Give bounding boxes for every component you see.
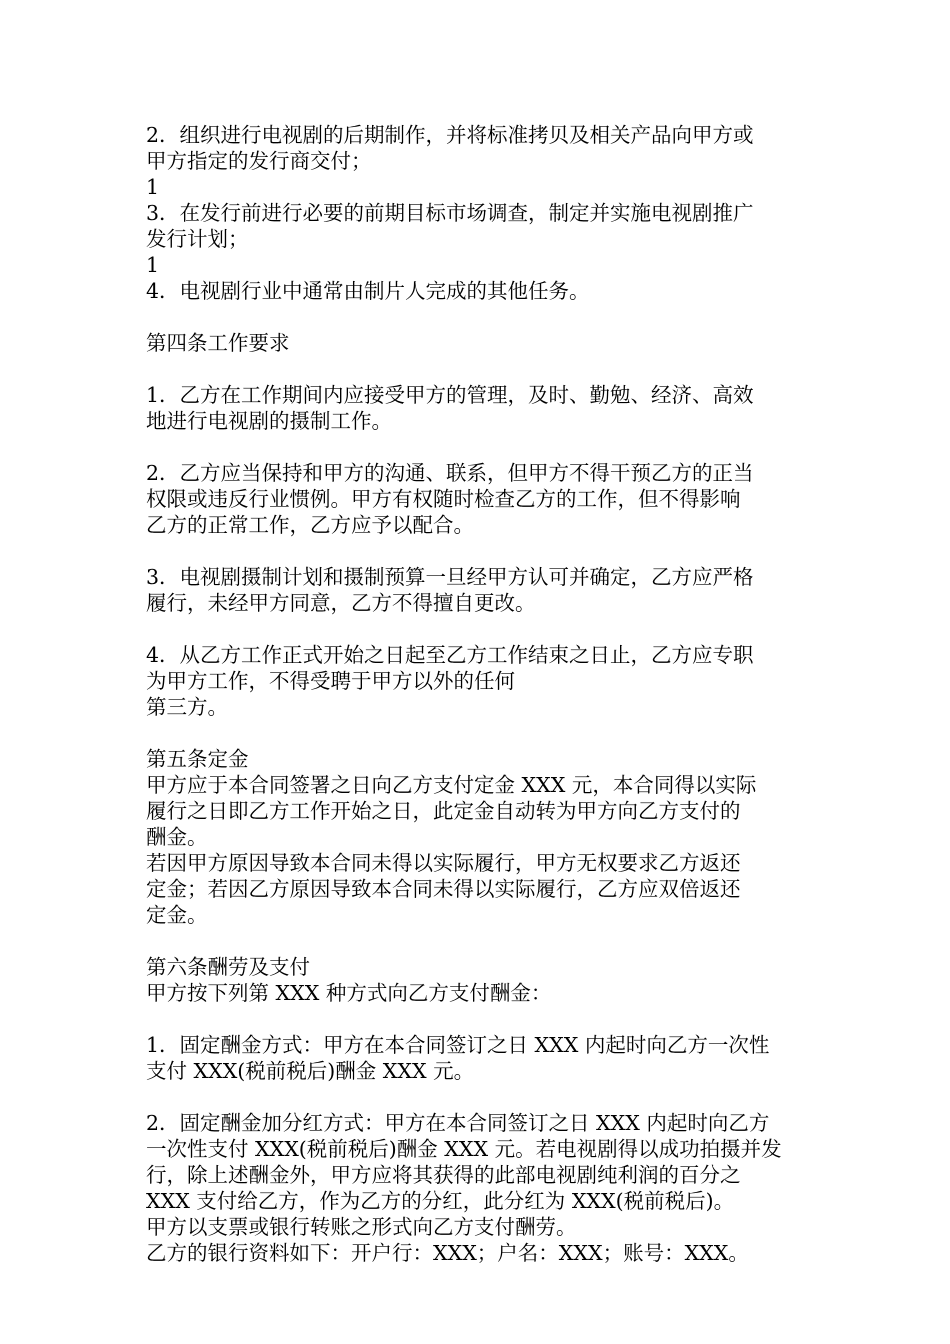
text-line: 甲方应于本合同签署之日向乙方支付定金 XXX 元，本合同得以实际 xyxy=(146,773,757,797)
text-line: 3．电视剧摄制计划和摄制预算一旦经甲方认可并确定，乙方应严格 xyxy=(146,565,754,589)
blank-line xyxy=(146,434,816,460)
blank-line xyxy=(146,928,816,954)
blank-line xyxy=(146,304,816,330)
text-line: 酬金。 xyxy=(146,825,208,849)
text-line: 发行计划； xyxy=(146,227,249,251)
text-line: 履行之日即乙方工作开始之日，此定金自动转为甲方向乙方支付的 xyxy=(146,799,741,823)
text-line: 1．固定酬金方式：甲方在本合同签订之日 XXX 内起时向乙方一次性 xyxy=(146,1033,770,1057)
text-line: 权限或违反行业惯例。甲方有权随时检查乙方的工作，但不得影响 xyxy=(146,487,741,511)
text-line: 2．乙方应当保持和甲方的沟通、联系，但甲方不得干预乙方的正当 xyxy=(146,461,754,485)
text-line: 第四条工作要求 xyxy=(146,331,290,355)
text-line: 定金。 xyxy=(146,903,208,927)
text-line: 为甲方工作，不得受聘于甲方以外的任何 xyxy=(146,669,515,693)
text-line: 第三方。 xyxy=(146,695,228,719)
text-line: 3．在发行前进行必要的前期目标市场调查，制定并实施电视剧推广 xyxy=(146,201,754,225)
text-line: 乙方的银行资料如下：开户行：XXX；户名：XXX；账号：XXX。 xyxy=(146,1241,749,1265)
text-line: 履行，未经甲方同意，乙方不得擅自更改。 xyxy=(146,591,536,615)
text-line: 1．乙方在工作期间内应接受甲方的管理，及时、勤勉、经济、高效 xyxy=(146,383,754,407)
blank-line xyxy=(146,356,816,382)
text-line: 甲方按下列第 XXX 种方式向乙方支付酬金： xyxy=(146,981,552,1005)
blank-line xyxy=(146,538,816,564)
text-line: 2．固定酬金加分红方式：甲方在本合同签订之日 XXX 内起时向乙方 xyxy=(146,1111,770,1135)
text-line: 1 xyxy=(146,175,160,199)
text-line: 甲方以支票或银行转账之形式向乙方支付酬劳。 xyxy=(146,1215,577,1239)
blank-line xyxy=(146,720,816,746)
text-line: 4．从乙方工作正式开始之日起至乙方工作结束之日止，乙方应专职 xyxy=(146,643,754,667)
text-line: 甲方指定的发行商交付； xyxy=(146,149,372,173)
text-line: 4．电视剧行业中通常由制片人完成的其他任务。 xyxy=(146,279,590,303)
blank-line xyxy=(146,616,816,642)
text-line: 第六条酬劳及支付 xyxy=(146,955,310,979)
text-line: 支付 XXX(税前税后)酬金 XXX 元。 xyxy=(146,1059,475,1083)
text-line: 1 xyxy=(146,253,160,277)
blank-line xyxy=(146,1006,816,1032)
text-line: 乙方的正常工作，乙方应予以配合。 xyxy=(146,513,474,537)
text-line: 2．组织进行电视剧的后期制作，并将标准拷贝及相关产品向甲方或 xyxy=(146,123,754,147)
text-line: 第五条定金 xyxy=(146,747,249,771)
text-line: 一次性支付 XXX(税前税后)酬金 XXX 元。若电视剧得以成功拍摄并发 xyxy=(146,1137,782,1161)
text-line: XXX 支付给乙方，作为乙方的分红，此分红为 XXX(税前税后)。 xyxy=(146,1189,735,1213)
document-page xyxy=(146,122,816,1266)
text-line: 定金；若因乙方原因导致本合同未得以实际履行，乙方应双倍返还 xyxy=(146,877,741,901)
text-line: 地进行电视剧的摄制工作。 xyxy=(146,409,392,433)
blank-line xyxy=(146,1084,816,1110)
text-line: 行，除上述酬金外，甲方应将其获得的此部电视剧纯利润的百分之 xyxy=(146,1163,741,1187)
text-line: 若因甲方原因导致本合同未得以实际履行，甲方无权要求乙方返还 xyxy=(146,851,741,875)
